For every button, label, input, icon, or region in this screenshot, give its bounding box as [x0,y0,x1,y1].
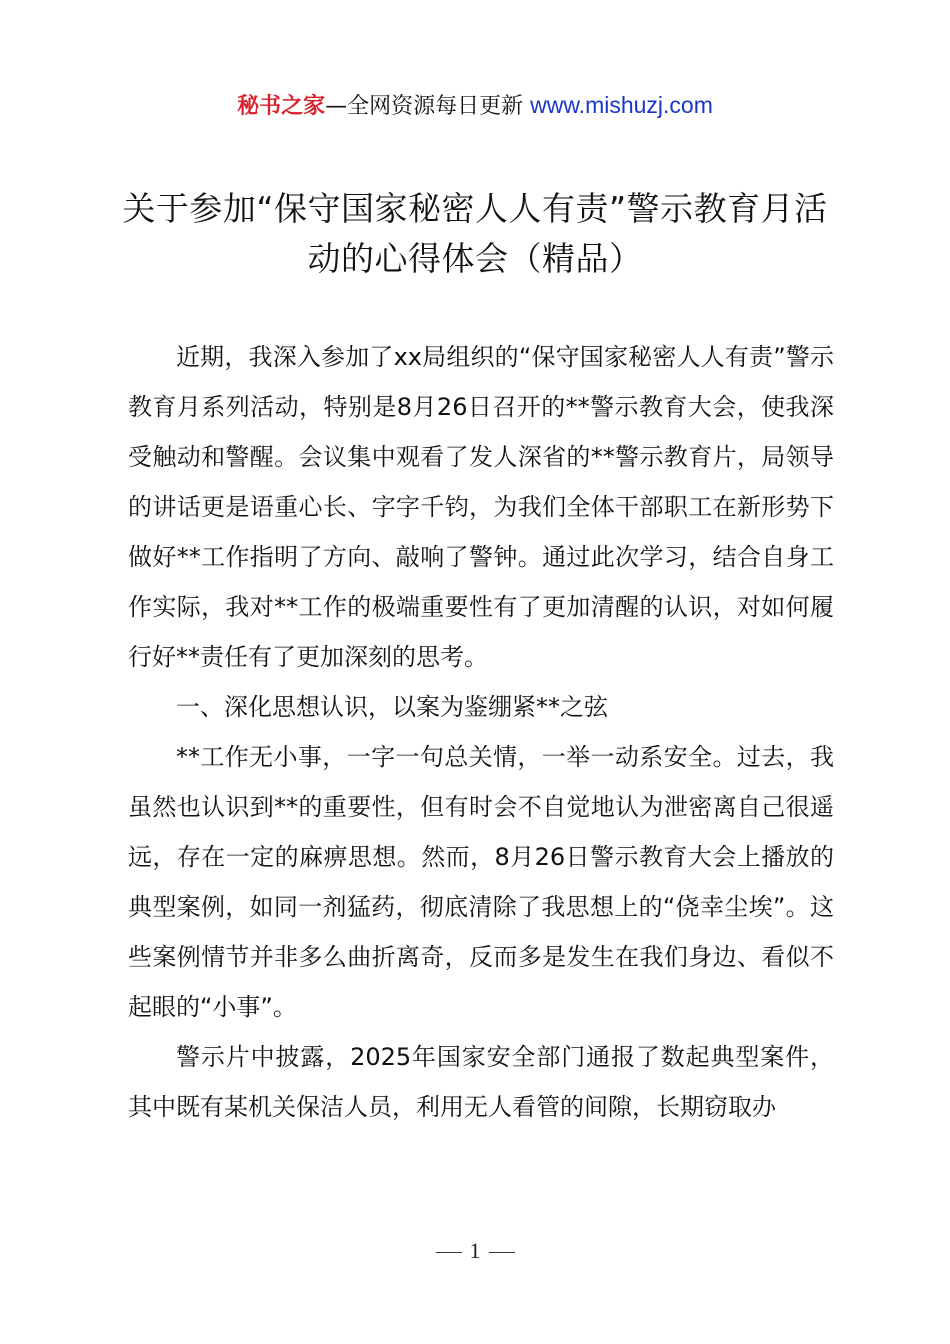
body-paragraph: **工作无小事，一字一句总关情，一举一动系安全。过去，我虽然也认识到**的重要性，但有时会不自觉地认为泄密离自己很遥远，存在一定的麻痹思想。然而，8月26日警示教育大会上播放的典型案例，如同一剂猛药，彻底清除了我思想上的“侥幸尘埃”。这些案例情节并非多么曲折离奇，反而多是发生在我们身边、看似不起眼的“小事”。 [128,743,834,1021]
section-heading: 一、深化思想认识，以案为鉴绷紧**之弦 [176,693,608,721]
document-body [128,332,834,1132]
page-number [0,1238,950,1264]
page-number-value: 1 [469,1238,481,1263]
document-title: 关于参加“保守国家秘密人人有责”警示教育月活动的心得体会（精品） [122,189,828,278]
brand-name: 秘书之家 [237,94,326,119]
page-number-dash [489,1252,515,1253]
intro-paragraph: 近期，我深入参加了xx局组织的“保守国家秘密人人有责”警示教育月系列活动，特别是8月26日召开的**警示教育大会，使我深受触动和警醒。会议集中观看了发人深省的**警示教育片，局领导的讲话更是语重心长、字字千钧，为我们全体干部职工在新形势下做好**工作指明了方向、敲响了警钟。通过此次学习，结合自身工作实际，我对**工作的极端重要性有了更加清醒的认识，对如何履行好**责任有了更加深刻的思考。 [128,343,834,671]
site-url-link[interactable]: www.mishuzj.com [530,92,713,118]
site-header [0,88,950,124]
page-number-dash [436,1252,462,1253]
header-slogan: —全网资源每日更新 [325,94,524,119]
body-paragraph: 警示片中披露，2025年国家安全部门通报了数起典型案件，其中既有某机关保洁人员，利用无人看管的间隙，长期窃取办 [128,1043,834,1121]
